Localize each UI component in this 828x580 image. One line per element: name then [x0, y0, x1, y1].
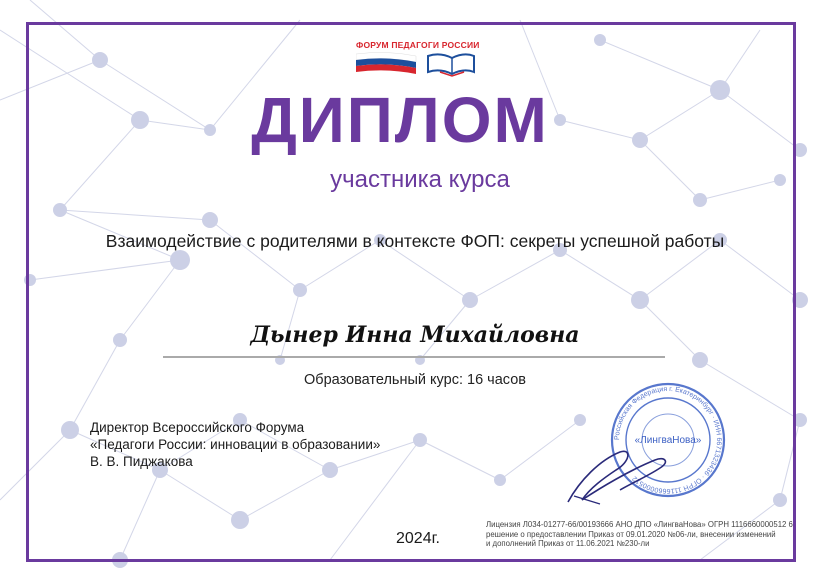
course-title: Взаимодействие с родителями в контексте ФОП: секреты успешной работы [105, 231, 725, 251]
director-forum: «Педагоги России: инновации в образовании» [90, 437, 381, 452]
director-title: Директор Всероссийского Форума [90, 420, 305, 435]
logo-text: ФОРУМ ПЕДАГОГИ РОССИИ [356, 40, 480, 50]
license-line-3: и дополнений Приказ от 11.06.2021 №230-ли [486, 539, 650, 548]
license-line-1: Лицензия Л034-01277-66/00193666 АНО ДПО «ЛингваНова» ОГРН 1116660000512 6 [486, 520, 793, 529]
course-hours: Образовательный курс: 16 часов [304, 372, 526, 388]
license-info [486, 520, 793, 549]
recipient-name: Дынер Инна Михайловна [250, 322, 580, 348]
stamp-center-text: «ЛингваНова» [634, 435, 702, 446]
director-name: В. В. Пиджакова [90, 454, 193, 469]
diploma-subtitle: участника курса [330, 166, 510, 193]
diploma-title: ДИПЛОМ [251, 84, 549, 156]
issue-year: 2024г. [396, 530, 440, 547]
license-line-2: решение о предоставлении Приказ от 09.01.2020 №06-ли, внесении изменений [486, 529, 776, 539]
director-signature [560, 440, 690, 510]
flag-book-icon [356, 50, 476, 78]
director-block [90, 419, 430, 470]
name-underline [163, 356, 665, 358]
stamp-ring-text: Российская Федерация г. Екатеринбург · ИНН 6671323436 · ОГРН 1116660000512 [613, 385, 723, 495]
forum-logo [356, 40, 480, 78]
